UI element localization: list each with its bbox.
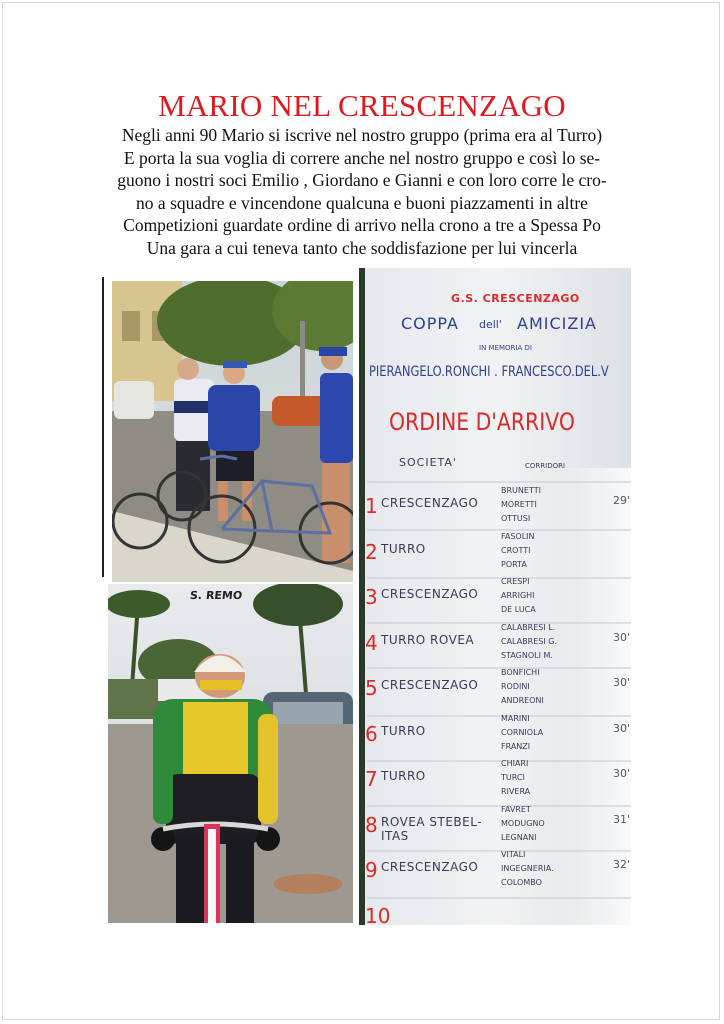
result-rider: OTTUSI bbox=[501, 514, 531, 523]
photo-caption: S. REMO bbox=[189, 589, 243, 602]
board-result-row bbox=[359, 712, 631, 758]
result-time: 30' bbox=[613, 630, 631, 644]
result-rider: BONFICHI bbox=[501, 668, 540, 677]
intro-line: Negli anni 90 Mario si iscrive nel nostro gruppo (prima era al Turro) bbox=[121, 125, 603, 145]
result-rider: CRESPI bbox=[501, 577, 530, 586]
board-result-row bbox=[359, 666, 631, 712]
result-position: 7 bbox=[365, 767, 378, 791]
result-society: CRESCENZAGO bbox=[381, 587, 479, 601]
result-rider: FASOLIN bbox=[501, 531, 535, 541]
board-result-row bbox=[359, 484, 631, 530]
board-cup-dell: dell' bbox=[479, 318, 502, 331]
result-rider: MORETTI bbox=[501, 500, 537, 509]
photo-cyclists-group bbox=[112, 281, 353, 582]
board-cup: COPPA bbox=[401, 314, 459, 333]
board-club: G.S. CRESCENZAGO bbox=[451, 292, 580, 305]
result-society: TURRO bbox=[381, 541, 426, 556]
result-rider: VITALI bbox=[501, 850, 526, 859]
result-society: CRESCENZAGO bbox=[381, 496, 479, 510]
result-society: ROVEA STEBEL-ITAS bbox=[381, 814, 483, 843]
photo-edge bbox=[102, 277, 104, 577]
intro-paragraph bbox=[60, 124, 664, 259]
board-result-row bbox=[359, 848, 631, 894]
result-rider: RIVERA bbox=[501, 787, 531, 796]
result-rider: MARINI bbox=[501, 713, 530, 723]
result-time: 29' bbox=[613, 494, 631, 507]
result-position: 4 bbox=[365, 630, 378, 655]
result-position: 5 bbox=[365, 676, 378, 700]
result-rider: ANDREONI bbox=[501, 696, 544, 705]
result-rider: CALABRESI L. bbox=[501, 622, 556, 632]
result-position: 10 bbox=[365, 903, 391, 925]
board-col-society: SOCIETA' bbox=[399, 456, 457, 469]
result-rider: DE LUCA bbox=[501, 605, 536, 614]
board-memorial: IN MEMORIA DI bbox=[479, 344, 532, 352]
result-time: 32' bbox=[613, 858, 631, 871]
result-rider: FRANZI bbox=[501, 741, 531, 751]
page-title: MARIO NEL CRESCENZAGO bbox=[158, 88, 566, 123]
board-cup-name: AMICIZIA bbox=[517, 314, 597, 333]
result-rider: INGEGNERIA. bbox=[501, 864, 554, 873]
result-rider: RODINI bbox=[501, 682, 530, 691]
board-result-row bbox=[359, 621, 631, 667]
result-society: TURRO bbox=[381, 723, 426, 738]
result-position: 1 bbox=[365, 494, 378, 518]
board-result-row bbox=[359, 894, 631, 926]
result-position: 3 bbox=[365, 585, 378, 609]
result-rider: LEGNANI bbox=[501, 832, 537, 842]
result-rider: PORTA bbox=[501, 559, 527, 569]
result-rider: MODUGNO bbox=[501, 818, 545, 828]
result-time: 31' bbox=[613, 812, 631, 826]
result-society: TURRO bbox=[381, 769, 426, 783]
intro-line: no a squadre e vincendone qualcuna e buoni piazzamenti in altre bbox=[136, 192, 588, 213]
result-position: 2 bbox=[365, 539, 378, 564]
result-society: CRESCENZAGO bbox=[381, 678, 479, 692]
board-result-row bbox=[359, 575, 631, 621]
board-col-riders: CORRIDORI bbox=[525, 462, 566, 470]
result-time: 30' bbox=[613, 767, 631, 780]
result-rider: CORNIOLA bbox=[501, 727, 544, 737]
result-time: 30' bbox=[613, 721, 631, 735]
result-rider: TURCI bbox=[501, 773, 525, 782]
board-result-row bbox=[359, 757, 631, 803]
intro-line: Una gara a cui teneva tanto che soddisfazione per lui vincerla bbox=[146, 237, 578, 258]
result-society: TURRO ROVEA bbox=[381, 632, 475, 647]
board-result-row bbox=[359, 803, 631, 849]
result-rider: BRUNETTI bbox=[501, 486, 541, 495]
result-rider: CROTTI bbox=[501, 545, 531, 555]
result-rider: FAVRET bbox=[501, 804, 531, 814]
result-rider: COLOMBO bbox=[501, 878, 542, 887]
board-names: PIERANGELO.RONCHI . FRANCESCO.DEL.V bbox=[369, 364, 609, 380]
result-time: 30' bbox=[613, 676, 631, 689]
intro-line: Competizioni guardate ordine di arrivo nella crono a tre a Spessa Po bbox=[123, 215, 601, 235]
result-rider: CALABRESI G. bbox=[501, 636, 557, 646]
result-rider: CHIARI bbox=[501, 759, 529, 768]
result-rider: ARRIGHI bbox=[501, 591, 535, 600]
board-result-row bbox=[359, 530, 631, 576]
arrival-board-text bbox=[359, 268, 631, 925]
result-position: 9 bbox=[365, 858, 378, 882]
intro-line: guono i nostri soci Emilio , Giordano e Gianni e con loro corre le cro- bbox=[117, 170, 607, 190]
result-position: 8 bbox=[365, 812, 378, 837]
result-society: CRESCENZAGO bbox=[381, 860, 479, 874]
photo-rider-time-trial bbox=[108, 584, 353, 923]
result-rider: STAGNOLI M. bbox=[501, 650, 553, 660]
result-position: 6 bbox=[365, 721, 378, 746]
intro-line: E porta la sua voglia di correre anche nel nostro gruppo e così lo se- bbox=[123, 147, 601, 168]
board-heading: ORDINE D'ARRIVO bbox=[389, 408, 575, 436]
